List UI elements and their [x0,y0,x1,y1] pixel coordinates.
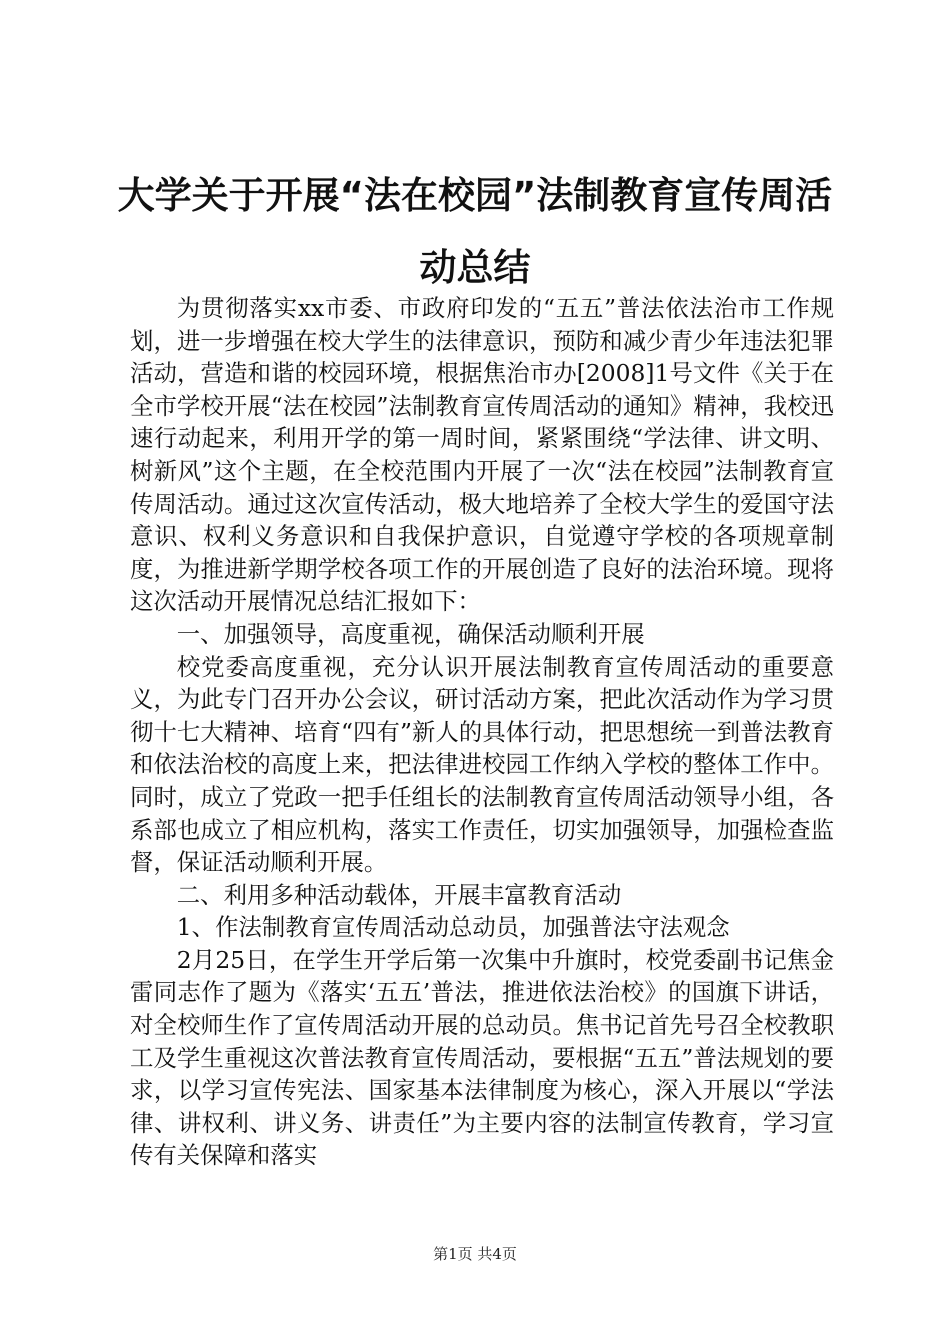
document-body [130,292,834,1172]
document-title: 大学关于开展“法在校园”法制教育宣传周活动总结 [117,174,833,289]
subheading-2-1: 1、作法制教育宣传周活动总动员，加强普法守法观念 [176,913,730,942]
heading-section-2: 二、利用多种活动载体，开展丰富教育活动 [176,880,622,909]
paragraph-intro: 为贯彻落实xx市委、市政府印发的“五五”普法依法治市工作规划，进一步增强在校大学生的法律意识，预防和减少青少年违法犯罪活动，营造和谐的校园环境，根据焦治市办[2008]1号文件《关于在全市学校开展“法在校园”法制教育宣传周活动的通知》精神，我校迅速行动起来，利用开学的第一周时间，紧紧围绕“学法律、讲文明、树新风”这个主题，在全校范围内开展了一次“法在校园”法制教育宣传周活动。通过这次宣传活动，极大地培养了全校大学生的爱国守法意识、权利义务意识和自我保护意识，自觉遵守学校的各项规章制度，为推进新学期学校各项工作的开展创造了良好的法治环境。现将这次活动开展情况总结汇报如下： [130,294,834,616]
page-number-footer: 第1页 共4页 [433,1245,517,1263]
paragraph-section-1: 校党委高度重视，充分认识开展法制教育宣传周活动的重要意义，为此专门召开办公会议，研讨活动方案，把此次活动作为学习贯彻十七大精神、培育“四有”新人的具体行动，把思想统一到普法教育和依法治校的高度上来，把法律进校园工作纳入学校的整体工作中。同时，成立了党政一把手任组长的法制教育宣传周活动领导小组，各系部也成立了相应机构，落实工作责任，切实加强领导，加强检查监督，保证活动顺利开展。 [130,652,834,877]
paragraph-2-1: 2月25日，在学生开学后第一次集中升旗时，校党委副书记焦金雷同志作了题为《落实‘五五’普法，推进依法治校》的国旗下讲话，对全校师生作了宣传周活动开展的总动员。焦书记首先号召全校教职工及学生重视这次普法教育宣传周活动，要根据“五五”普法规划的要求，以学习宣传宪法、国家基本法律制度为核心，深入开展以“学法律、讲权利、讲义务、讲责任”为主要内容的法制宣传教育，学习宣传有关保障和落实 [130,945,834,1170]
heading-section-1: 一、加强领导，高度重视，确保活动顺利开展 [176,619,645,648]
